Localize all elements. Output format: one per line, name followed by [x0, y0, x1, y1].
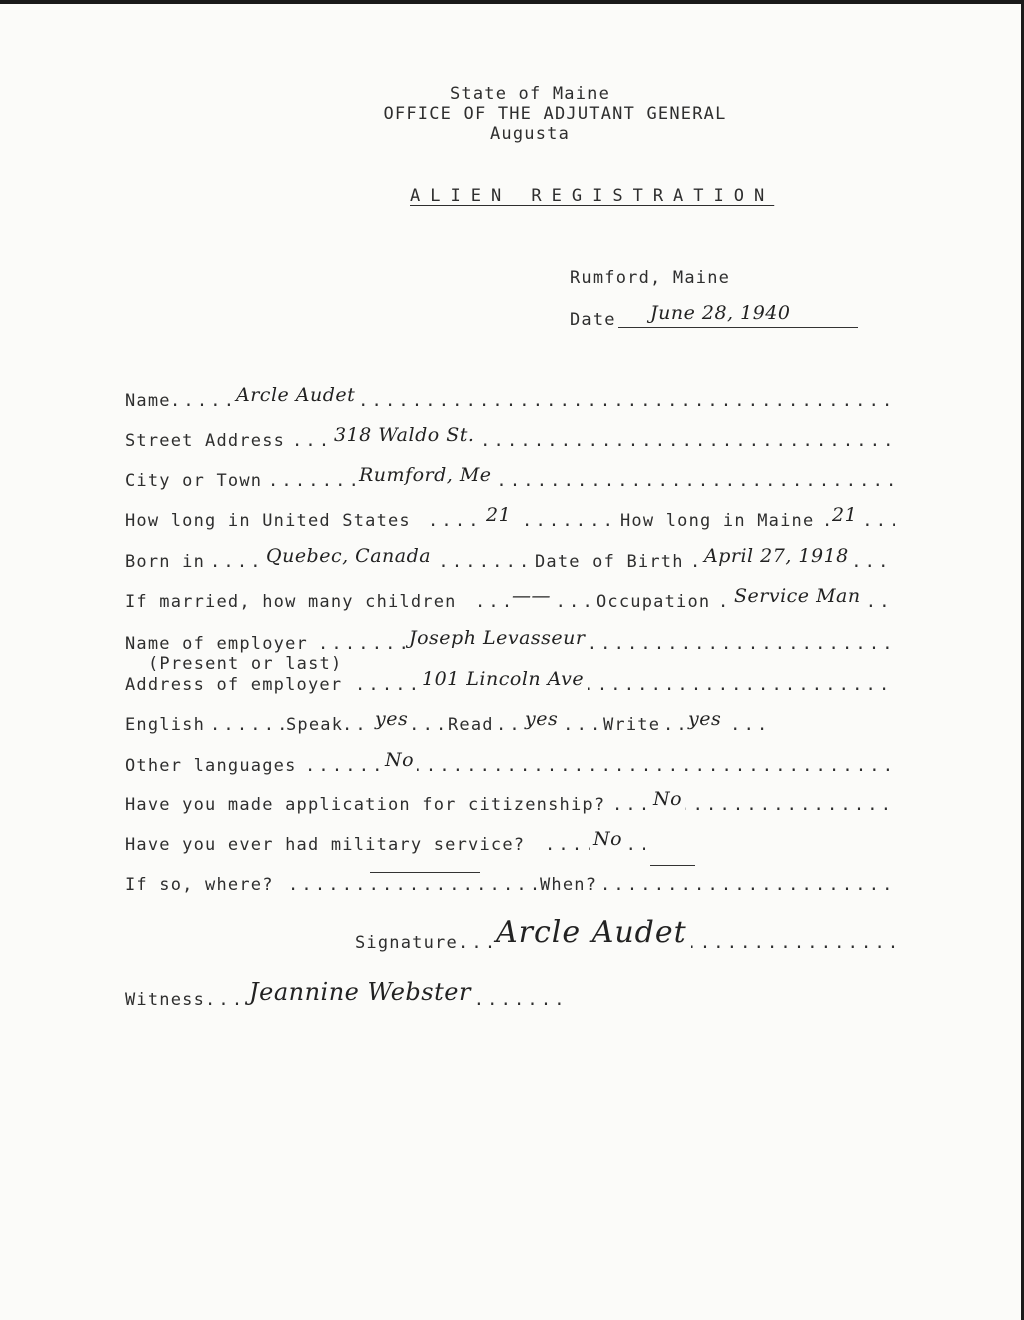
- header-city: Augusta: [489, 124, 571, 144]
- read-value: yes: [522, 708, 561, 730]
- scan-edge-top: [0, 0, 1024, 4]
- place: Rumford, Maine: [570, 268, 731, 288]
- street-value: 318 Waldo St.: [330, 424, 478, 446]
- date-label: Date: [570, 310, 616, 330]
- citizenship-value: No: [650, 788, 685, 810]
- born-label: Born in: [125, 552, 206, 572]
- witness-label: Witness: [125, 990, 206, 1010]
- speak-label: Speak: [286, 715, 344, 735]
- citizenship-label: Have you made application for citizenship?: [125, 795, 606, 815]
- street-label: Street Address: [125, 431, 286, 451]
- dob-label: Date of Birth: [535, 552, 684, 572]
- read-label: Read: [448, 715, 494, 735]
- header-state: State of Maine: [449, 84, 611, 104]
- employer-address-label: Address of employer: [125, 675, 343, 695]
- speak-value: yes: [372, 708, 411, 730]
- occupation-value: Service Man: [730, 585, 865, 607]
- employer-note: (Present or last): [148, 654, 343, 674]
- maine-label: How long in Maine: [620, 511, 815, 531]
- english-label: English: [125, 715, 206, 735]
- children-value: ——: [512, 585, 551, 607]
- when-label: When?: [540, 875, 598, 895]
- english-dots: [210, 715, 285, 735]
- where-label: If so, where?: [125, 875, 274, 895]
- when-dots: [600, 875, 895, 895]
- name-value: Arcle Audet: [232, 384, 359, 406]
- us-label: How long in United States: [125, 511, 411, 531]
- us-dots: [428, 511, 618, 531]
- where-dots: [288, 875, 540, 895]
- where-dash: [370, 872, 480, 873]
- form-title: ALIEN REGISTRATION: [410, 186, 775, 206]
- us-value: 21: [482, 504, 515, 526]
- witness-value: Jeannine Webster: [245, 978, 475, 1006]
- city-label: City or Town: [125, 471, 263, 491]
- children-label: If married, how many children: [125, 592, 457, 612]
- date-value: June 28, 1940: [650, 302, 791, 324]
- name-label: Name: [125, 391, 171, 411]
- born-value: Quebec, Canada: [262, 545, 435, 567]
- occupation-label: Occupation: [596, 592, 711, 612]
- employer-value: Joseph Levasseur: [405, 627, 589, 649]
- maine-value: 21: [832, 504, 858, 526]
- employer-label: Name of employer: [125, 634, 308, 654]
- signature-label: Signature: [355, 933, 458, 953]
- other-languages-label: Other languages: [125, 756, 297, 776]
- header-office: OFFICE OF THE ADJUTANT GENERAL: [383, 104, 727, 124]
- other-languages-value: No: [382, 749, 417, 771]
- military-label: Have you ever had military service?: [125, 835, 526, 855]
- date-underline: [618, 327, 858, 328]
- military-value: No: [590, 828, 625, 850]
- city-value: Rumford, Me: [355, 464, 496, 486]
- signature-value: Arcle Audet: [492, 915, 691, 950]
- when-dash: [650, 865, 695, 866]
- write-value: yes: [685, 708, 724, 730]
- write-label: Write: [603, 715, 661, 735]
- dob-value: April 27, 1918: [700, 545, 853, 567]
- employer-address-value: 101 Lincoln Ave: [418, 668, 588, 690]
